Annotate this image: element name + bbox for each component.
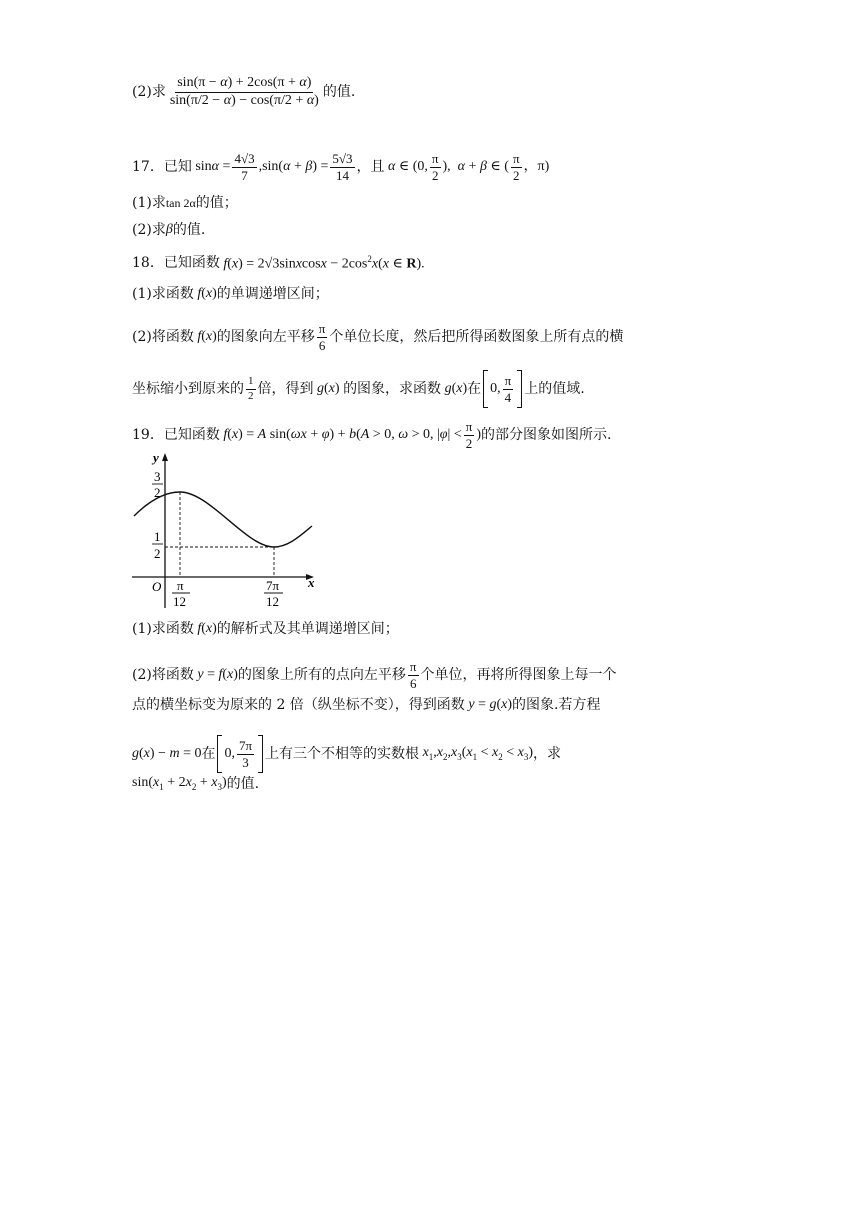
q19-p2-i: 的值. [226,775,260,792]
q17-p1-expr: tan 2α [165,196,196,210]
y-low-den: 2 [154,546,161,561]
q19-part2-line3 [132,735,561,773]
q19-p2-g: 上有三个不相等的实数根 [265,746,420,762]
q19-function: f(x) = A sin(ωx + φ) + b(A > 0, ω > 0, |φ| < [223,427,462,443]
q18-p2-g: 在 [467,381,482,397]
q19-lead: 已知函数 [163,427,220,444]
q18-p1: (1)求函数 [132,286,194,302]
graph-origin: O [152,579,162,594]
q19-statement [132,420,611,450]
q17-domain-2: ), α + β ∈ ( [442,159,509,175]
q19-y-fx: y = f(x) [197,667,238,683]
q19-fx-1: f(x) [197,621,217,636]
q16-part2-suffix: 的值. [322,84,356,101]
q18-number: 18． [132,255,164,272]
q18-p2-d: 坐标缩小到原来的 [132,381,244,397]
sine-curve [134,492,312,547]
q19-frac-pi6: $\frac{\pi}{6}$ [409,659,417,691]
q16-expression: $\frac{\sin(\pi - \alpha) + 2\cos(\pi + \alpha)}{\sin(\pi/2 - \alpha) - \cos(\pi/2 + \alpha)}$ [169,75,319,108]
q19-part1 [132,622,399,636]
q18-part2-line2 [132,370,585,408]
q18-bracket-right [517,370,522,408]
q19-roots: $x_1,x_2,x_3(x_1 < x_2 < x_3)$ [422,745,534,762]
q18-p2-h: 上的值域. [524,381,585,397]
q19-p1: (1)求函数 [132,621,194,637]
q17-sin-alpha: sinα = [191,159,231,175]
q19-frac-pi2: $\frac{\pi}{2}$ [465,419,473,451]
q19-p2-f: 在 [201,746,216,762]
q18-p1-suffix: 的单调递增区间； [216,286,329,302]
q17-p1: (1)求 [132,195,166,211]
y-low-num: 1 [154,529,161,544]
q17-number: 17． [132,159,164,176]
q17-lead: 已知 [163,159,192,176]
q17-p2-suffix: 的值. [172,222,206,238]
x1-den: 12 [173,594,186,609]
q18-frac-pi6: $\frac{\pi}{6}$ [318,321,326,353]
y-top-num: 3 [154,469,161,484]
q19-p2-c: 个单位，再将所得图象上每一个 [420,667,617,684]
x2-den: 12 [266,594,279,609]
q19-bracket-left [217,735,222,773]
q18-frac-pi4: $\frac{\pi}{4}$ [504,372,512,405]
q18-gx-2: g(x) [444,381,468,396]
q18-statement [132,255,425,272]
q17-p1-suffix: 的值； [195,195,238,211]
q17-p2: (2)求 [132,222,166,238]
graph-y-label: y [153,450,159,465]
q19-p1-suffix: 的解析式及其单调递增区间； [216,621,399,637]
q19-y-gx: y = g(x) [468,697,512,712]
q19-part2-line1 [132,660,617,690]
q18-lead: 已知函数 [163,255,220,272]
q18-function: f(x) = 2√3sinxcosx − $2\cos^2x(x$ ∈ R). [223,254,425,272]
q19-p2-h: ，求 [533,746,562,762]
x2-num: 7π [266,578,280,593]
q18-p2-e: 倍，得到 [257,381,314,397]
graph-x-label: x [308,575,315,590]
q19-p2-b: 的图象上所有的点向左平移 [237,667,406,684]
q19-graph [128,450,328,615]
q18-gx-1: g(x) [317,381,344,396]
q17-domain: α ∈ (0, [388,159,428,175]
q17-domain-3: ，π) [523,159,550,175]
y-axis-arrow [162,453,168,461]
q17-statement [132,152,549,182]
q18-part2-line1 [132,322,623,352]
q17-sin-sum: ,sin(α + β) = [258,159,329,175]
q18-p2-b: 的图象向左平移 [216,329,315,346]
q19-p2-a: (2)将函数 [132,667,194,684]
q16-part2 [132,76,355,108]
y-top-den: 2 [154,485,161,500]
q17-frac-pi2b: $\frac{\pi}{2}$ [512,151,520,183]
q17-p2-var: β [165,222,173,237]
q19-frac-7pi3: $\frac{7\pi}{3}$ [238,737,253,770]
q18-fx-2: f(x) [197,329,217,345]
q18-part1 [132,287,329,301]
q19-close: ) [476,427,481,443]
q17-frac-1: $\frac{4√3}{7}$ [234,151,255,183]
q19-p2-e: 的图象.若方程 [512,697,601,713]
q19-interval: 0, [224,746,235,761]
q18-frac-half: $\frac{1}{2}$ [248,374,254,402]
q19-number: 19． [132,427,164,444]
q19-bracket-right [258,735,263,773]
q17-part2 [132,223,205,237]
q18-p2-f: 的图象，求函数 [343,381,442,397]
q18-p2-c: 个单位长度，然后把所得函数图象上所有点的横 [329,329,624,346]
q18-interval: 0, [490,381,501,396]
q17-frac-pi2a: $\frac{\pi}{2}$ [431,151,439,183]
q19-equation: g(x) − m = 0 [132,746,202,761]
q17-and: ，且 [356,159,385,176]
x1-num: π [177,578,184,593]
q19-p2-d: 点的横坐标变为原来的 2 倍（纵坐标不变），得到函数 [132,697,465,713]
q18-p2-a: (2)将函数 [132,329,194,346]
q19-target: $\sin(x_1 + 2x_2 + x_3)$ [132,775,227,792]
q17-part1 [132,196,238,210]
q18-fx-1: f(x) [197,286,217,301]
q19-part2-line2 [132,698,600,712]
q17-frac-2: $\frac{5√3}{14}$ [332,151,353,183]
q16-part2-prefix: (2)求 [132,84,166,101]
q19-part2-line4 [132,776,259,792]
q19-tail: 的部分图象如图所示. [481,427,612,444]
q18-bracket-left [483,370,488,408]
